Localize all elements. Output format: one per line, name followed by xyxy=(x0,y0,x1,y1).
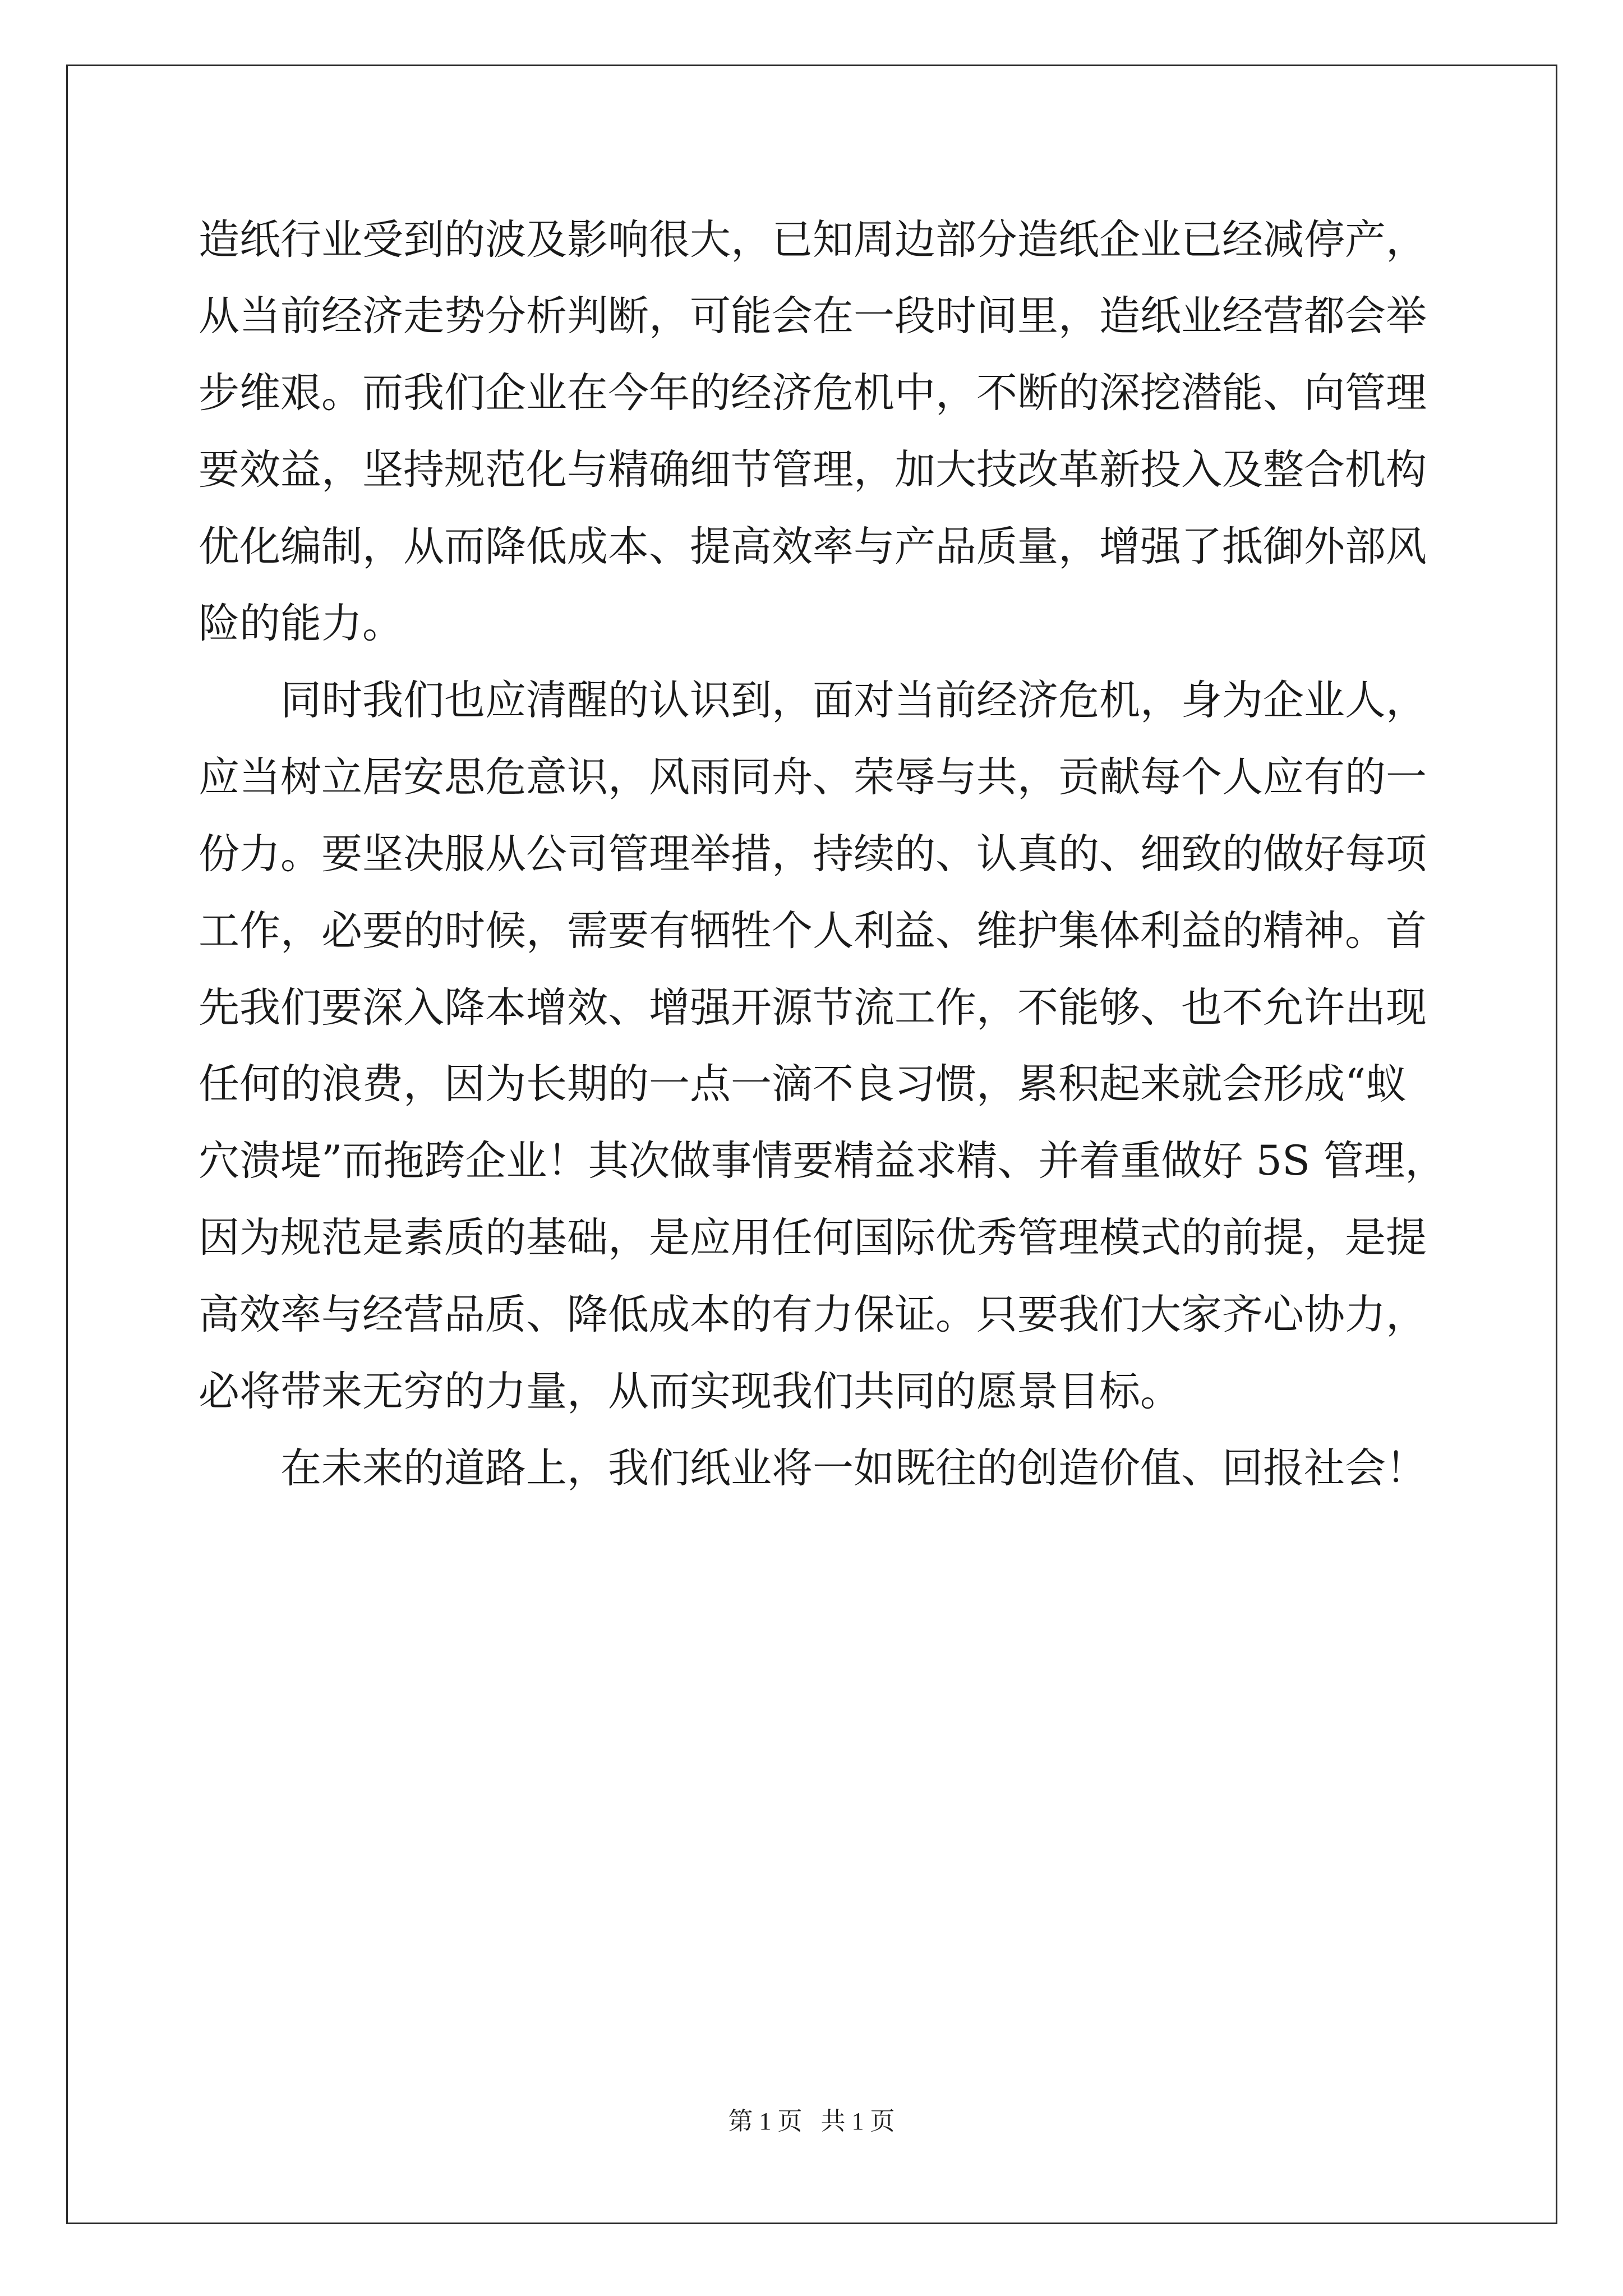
text-line: 险的能力。 xyxy=(199,600,403,647)
text-line: 步维艰。而我们企业在今年的经济危机中，不断的深挖潜能、向管理 xyxy=(199,369,1427,417)
paragraph-first-line: 在未来的道路上，我们纸业将一如既往的创造价值、回报社会！ xyxy=(280,1444,1427,1492)
text-line: 高效率与经营品质、降低成本的有力保证。只要我们大家齐心协力， xyxy=(199,1291,1427,1338)
text-line: 份力。要坚决服从公司管理举措，持续的、认真的、细致的做好每项 xyxy=(199,830,1427,878)
text-line: 因为规范是素质的基础，是应用任何国际优秀管理模式的前提，是提 xyxy=(199,1214,1427,1262)
text-line: 穴溃堤”而拖跨企业！其次做事情要精益求精、并着重做好 5S 管理， xyxy=(199,1137,1446,1185)
text-line: 先我们要深入降本增效、增强开源节流工作，不能够、也不允许出现 xyxy=(199,984,1427,1032)
text-line: 任何的浪费，因为长期的一点一滴不良习惯，累积起来就会形成“蚁 xyxy=(199,1060,1407,1108)
text-line: 工作，必要的时候，需要有牺牲个人利益、维护集体利益的精神。首 xyxy=(199,907,1427,955)
text-line: 应当树立居安思危意识，风雨同舟、荣辱与共，贡献每个人应有的一 xyxy=(199,753,1427,801)
text-line: 从当前经济走势分析判断，可能会在一段时间里，造纸业经营都会举 xyxy=(199,292,1427,340)
text-line: 造纸行业受到的波及影响很大，已知周边部分造纸企业已经减停产， xyxy=(199,216,1427,264)
text-line: 必将带来无穷的力量，从而实现我们共同的愿景目标。 xyxy=(199,1368,1181,1415)
text-line: 要效益，坚持规范化与精确细节管理，加大技改革新投入及整合机构 xyxy=(199,446,1427,494)
page-number-footer: 第 1 页 共 1 页 xyxy=(728,2108,895,2135)
paragraph-first-line: 同时我们也应清醒的认识到，面对当前经济危机，身为企业人， xyxy=(280,677,1427,724)
text-line: 优化编制，从而降低成本、提高效率与产品质量，增强了抵御外部风 xyxy=(199,523,1427,570)
